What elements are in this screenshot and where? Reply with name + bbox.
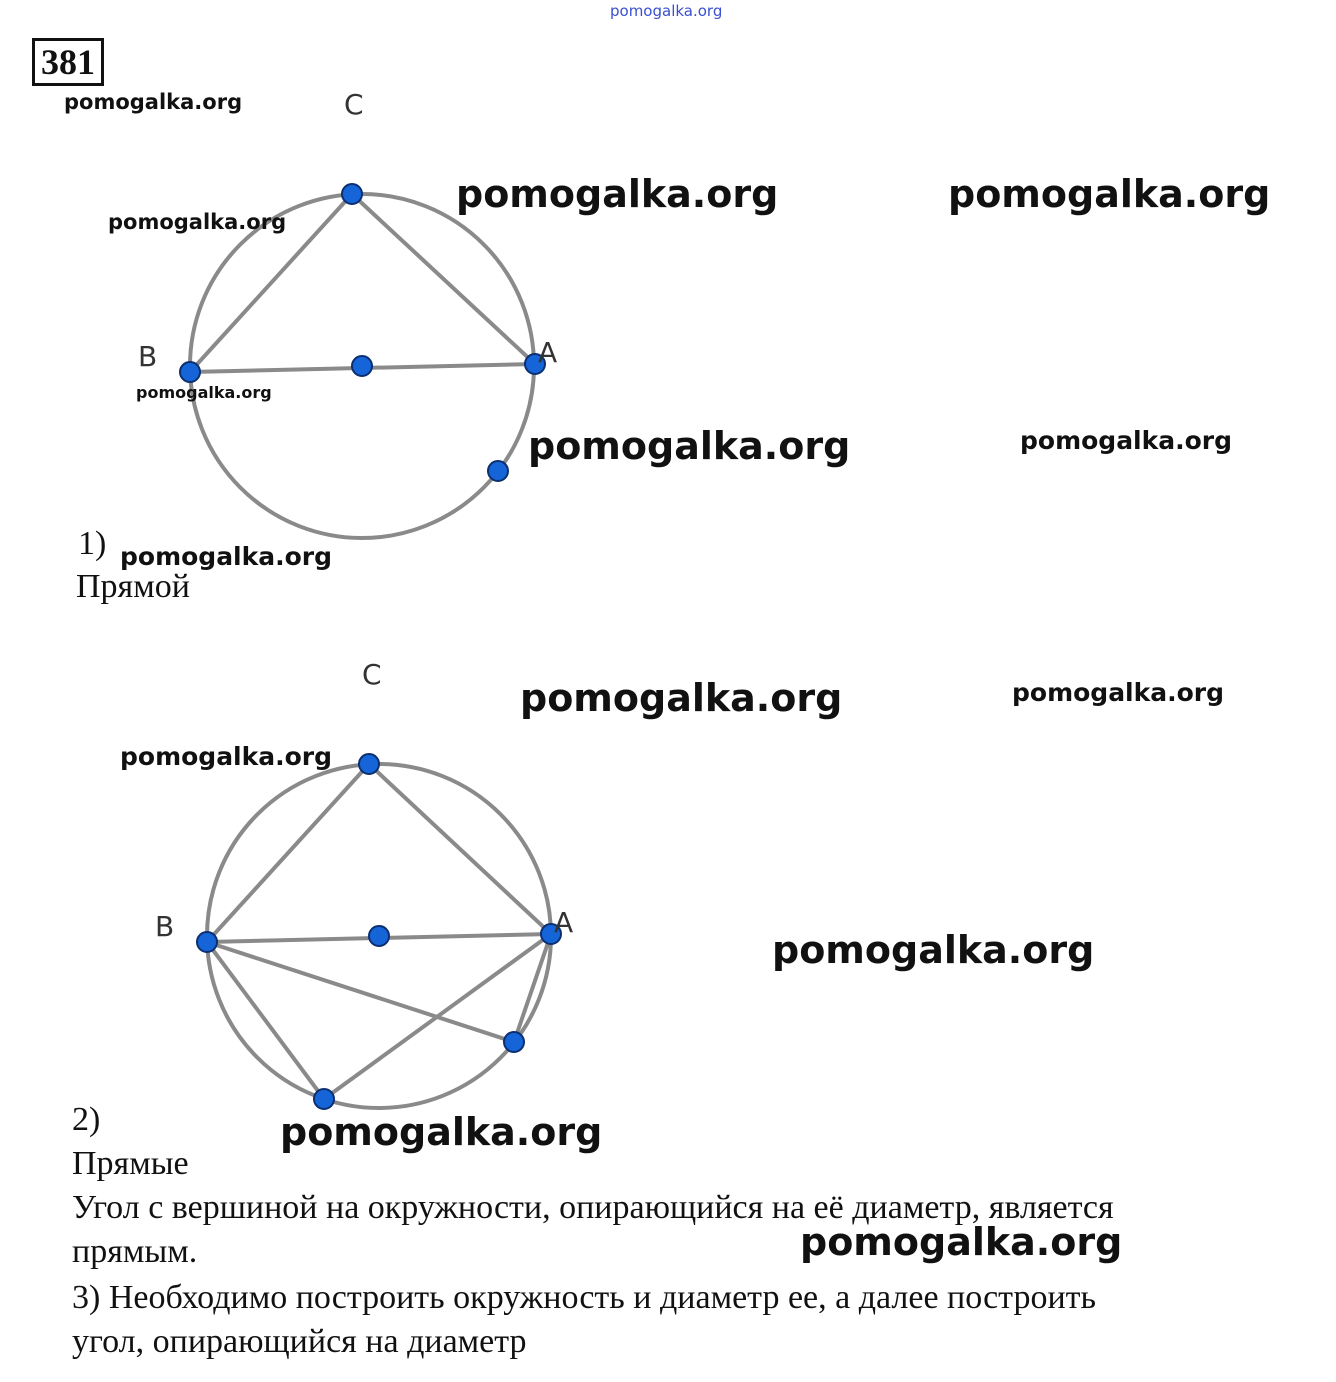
caption-number-2: 2) bbox=[72, 1101, 101, 1138]
point-center-2 bbox=[369, 926, 389, 946]
figure-1-geometry bbox=[180, 184, 545, 538]
problem-number: 381 bbox=[32, 38, 104, 86]
watermark: pomogalka.org bbox=[772, 928, 1095, 972]
point-c-2 bbox=[359, 754, 379, 774]
watermark: pomogalka.org bbox=[1020, 426, 1233, 455]
watermark: pomogalka.org bbox=[948, 172, 1271, 216]
label-a-1: A bbox=[538, 336, 558, 369]
label-c-1: C bbox=[344, 88, 364, 121]
header-site: pomogalka.org bbox=[610, 2, 723, 20]
point-b-2 bbox=[197, 932, 217, 952]
conclusion-line-4: угол, опирающийся на диаметр bbox=[72, 1323, 527, 1360]
watermark: pomogalka.org bbox=[1012, 678, 1225, 707]
watermark: pomogalka.org bbox=[120, 742, 333, 771]
watermark: pomogalka.org bbox=[456, 172, 779, 216]
watermark: pomogalka.org bbox=[108, 210, 287, 234]
watermark: pomogalka.org bbox=[64, 90, 243, 114]
point-p1-2 bbox=[504, 1032, 524, 1052]
watermark: pomogalka.org bbox=[800, 1220, 1123, 1264]
chord-p1-a bbox=[514, 934, 551, 1042]
label-b-2: B bbox=[155, 910, 175, 943]
watermark: pomogalka.org bbox=[136, 383, 272, 402]
conclusion-line-1: Угол с вершиной на окружности, опирающийся на её диаметр, является bbox=[72, 1189, 1114, 1226]
chord-ca-2 bbox=[369, 764, 551, 934]
watermark: pomogalka.org bbox=[520, 676, 843, 720]
chord-p2-a bbox=[324, 934, 551, 1099]
point-c-1 bbox=[342, 184, 362, 204]
watermark: pomogalka.org bbox=[528, 424, 851, 468]
label-a-2: A bbox=[554, 906, 574, 939]
watermark: pomogalka.org bbox=[120, 542, 333, 571]
chord-b-p2 bbox=[207, 942, 324, 1099]
caption-answer-2: Прямые bbox=[72, 1145, 189, 1182]
caption-answer-1: Прямой bbox=[76, 568, 190, 605]
watermark: pomogalka.org bbox=[280, 1110, 603, 1154]
point-b-1 bbox=[180, 362, 200, 382]
figure-2-geometry bbox=[197, 754, 561, 1109]
point-center-1 bbox=[352, 356, 372, 376]
point-extra-1 bbox=[488, 461, 508, 481]
conclusion-line-3: 3) Необходимо построить окружность и диаметр ее, а далее построить bbox=[72, 1279, 1097, 1316]
chord-ca-1 bbox=[352, 194, 535, 364]
conclusion-line-2: прямым. bbox=[72, 1233, 198, 1270]
caption-number-1: 1) bbox=[78, 525, 107, 562]
label-b-1: B bbox=[138, 340, 158, 373]
label-c-2: C bbox=[362, 658, 382, 691]
point-p2-2 bbox=[314, 1089, 334, 1109]
